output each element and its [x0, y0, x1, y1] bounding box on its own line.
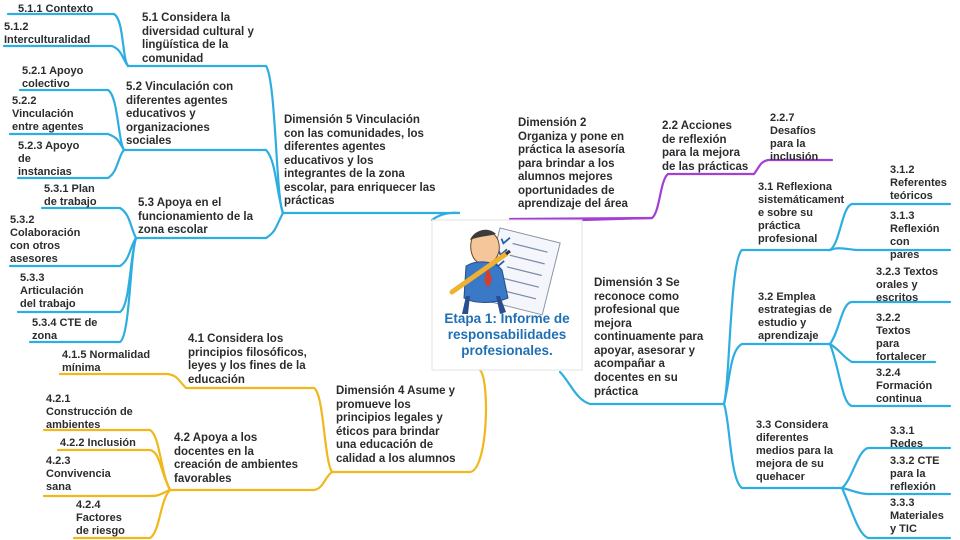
node-5-3-2: 5.3.2 Colaboración con otros asesores — [10, 214, 81, 265]
node-5-2: 5.2 Vinculación con diferentes agentes educativos y organizaciones sociales — [126, 81, 234, 148]
node-3-2-2: 3.2.2 Textos para fortalecer — [876, 312, 927, 363]
node-3-1-2: 3.1.2 Referentes teóricos — [890, 164, 947, 202]
node-5-1: 5.1 Considera la diversidad cultural y lingüística de la comunidad — [142, 12, 254, 65]
node-5-2-2: 5.2.2 Vinculación entre agentes — [12, 95, 84, 133]
node-3-3-2: 3.3.2 CTE para la reflexión — [890, 455, 940, 493]
node-3-1: 3.1 Reflexiona sistemáticament e sobre su práctica profesional — [758, 181, 845, 245]
central-topic: Etapa 1: Informe de responsabilidades profesionales. — [444, 311, 570, 358]
node-3-1-3: 3.1.3 Reflexión con pares — [890, 210, 940, 261]
node-3-3-1: 3.3.1 Redes — [890, 425, 924, 450]
node-3-2-4: 3.2.4 Formación continua — [876, 367, 933, 405]
node-4-1: 4.1 Considera los principios filosóficos, leyes y los fines de la educación — [188, 333, 307, 386]
node-4-2: 4.2 Apoya a los docentes en la creación de ambientes favorables — [174, 432, 298, 485]
node-5-2-1: 5.2.1 Apoyo colectivo — [22, 65, 84, 90]
node-3-2-3: 3.2.3 Textos orales y escritos — [876, 266, 939, 304]
node-3-3-3: 3.3.3 Materiales y TIC — [890, 497, 944, 535]
node-5-3: 5.3 Apoya en el funcionamiento de la zona escolar — [138, 197, 254, 237]
node-5-3-3: 5.3.3 Articulación del trabajo — [20, 272, 84, 310]
node-4-1-5: 4.1.5 Normalidad mínima — [62, 349, 151, 374]
node-5-1-2: 5.1.2 Interculturalidad — [4, 21, 91, 46]
node-4-2-4: 4.2.4 Factores de riesgo — [76, 499, 125, 537]
dimension-4-title: Dimensión 4 Asume y promueve los principios legales y éticos para brindar una educación de calidad a los alumnos — [336, 385, 456, 465]
node-4-2-1: 4.2.1 Construcción de ambientes — [46, 393, 133, 431]
node-3-2: 3.2 Emplea estrategias de estudio y aprendizaje — [758, 291, 832, 342]
node-4-2-2: 4.2.2 Inclusión — [60, 437, 136, 449]
dimension-3-title: Dimensión 3 Se reconoce como profesional que mejora continuamente para apoyar, asesorar y acompañar a docentes en su práctica — [594, 277, 704, 398]
dimension-5-title: Dimensión 5 Vinculación con las comunidades, los diferentes agentes educativos y los integrantes de la zona escolar, para enriquecer las prácticas — [284, 114, 436, 208]
node-4-2-3: 4.2.3 Convivencia sana — [46, 455, 111, 493]
node-5-3-4: 5.3.4 CTE de zona — [32, 317, 98, 342]
node-2-2-7: 2.2.7 Desafíos para la inclusión — [770, 112, 819, 163]
node-2-2: 2.2 Acciones de reflexión para la mejora de las prácticas — [662, 120, 749, 173]
node-5-2-3: 5.2.3 Apoyo de instancias — [18, 140, 80, 178]
node-5-3-1: 5.3.1 Plan de trabajo — [44, 183, 97, 208]
node-3-3: 3.3 Considera diferentes medios para la mejora de su quehacer — [756, 419, 834, 483]
node-5-1-1: 5.1.1 Contexto — [18, 3, 94, 15]
dimension-2-title: Dimensión 2 Organiza y pone en práctica la asesoría para brindar a los alumnos mejores oportunidades de aprendizaje del área — [518, 117, 628, 211]
